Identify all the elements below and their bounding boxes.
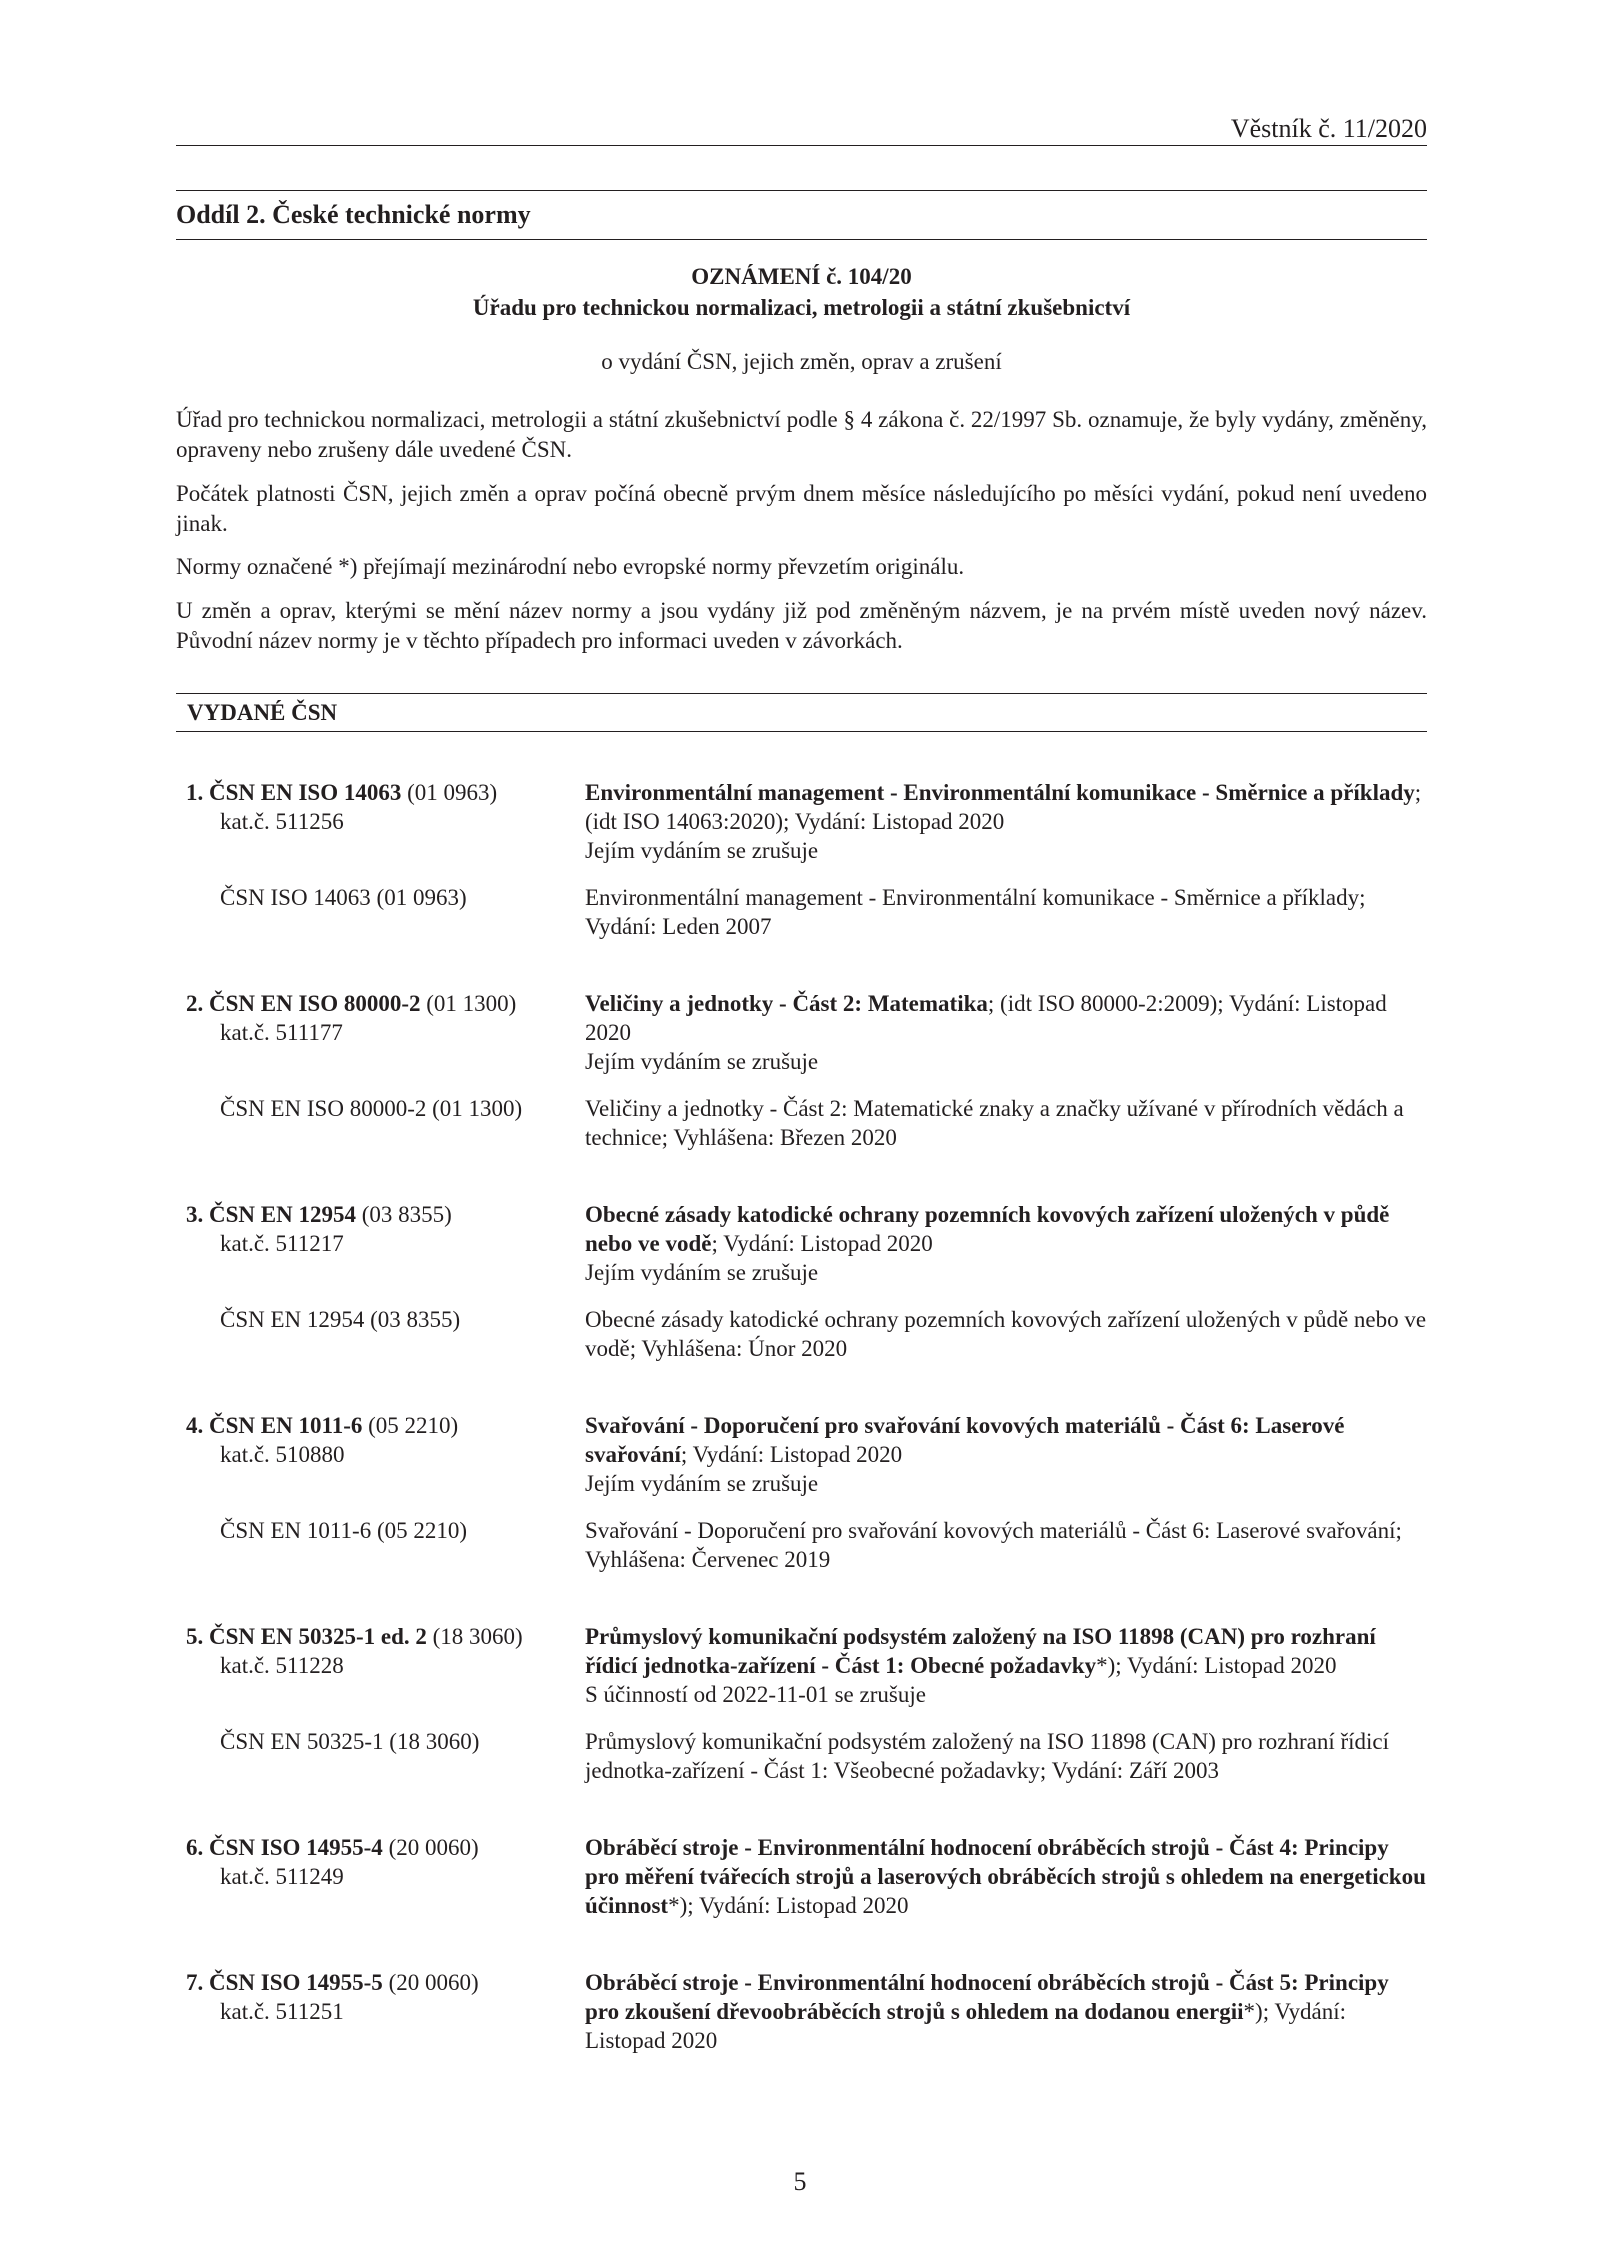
intro-paragraph: Úřad pro technickou normalizaci, metrologii a státní zkušebnictví podle § 4 zákona č. 22/1997 Sb. oznamuje, že byly vydány, změněny, opraveny nebo zrušeny dále uvedené ČSN.: [176, 407, 1427, 462]
withdrawn-standard-id: ČSN EN 50325-1 (18 3060): [220, 1729, 480, 1754]
catalog-number: kat.č. 511256: [220, 809, 344, 834]
standard-id: 1. ČSN EN ISO 14063: [186, 780, 402, 805]
section-bottom-rule: [176, 239, 1427, 240]
standard-entry: [176, 1968, 1427, 2055]
catalog-number: kat.č. 511249: [220, 1864, 344, 1889]
withdrawn-standard-id: ČSN EN ISO 80000-2 (01 1300): [220, 1096, 523, 1121]
announcement-number: OZNÁMENÍ č. 104/20: [691, 264, 912, 289]
withdrawn-standard-description: Obecné zásady katodické ochrany pozemních kovových zařízení uložených v půdě nebo ve vodě; Vyhlášena: Únor 2020: [585, 1307, 1427, 1361]
standard-entry: [176, 1833, 1427, 1920]
standard-details: *); Vydání: Listopad 2020: [1096, 1653, 1337, 1678]
standard-entry: [176, 989, 1427, 1152]
validity-paragraph: Počátek platnosti ČSN, jejich změn a oprav počíná obecně prvým dnem měsíce následujícího po měsíci vydání, pokud není uvedeno jinak.: [176, 481, 1427, 536]
standard-details: *); Vydání: Listopad 2020: [585, 1999, 1346, 2053]
standard-title: Průmyslový komunikační podsystém založený na ISO 11898 (CAN) pro rozhraní řídicí jednotka-zařízení - Část 1: Obecné požadavky: [585, 1624, 1376, 1678]
withdrawn-standard-description: Svařování - Doporučení pro svařování kovových materiálů - Část 6: Laserové svařování; Vyhlášena: Červenec 2019: [585, 1518, 1402, 1572]
announcement-issuer: Úřadu pro technickou normalizaci, metrologii a státní zkušebnictví: [472, 295, 1131, 320]
withdrawn-standard-description: Průmyslový komunikační podsystém založený na ISO 11898 (CAN) pro rozhraní řídicí jednotka-zařízení - Část 1: Všeobecné požadavky; Vydání: Září 2003: [585, 1729, 1390, 1783]
catalog-number: kat.č. 511251: [220, 1999, 344, 2024]
standard-details: ; (idt ISO 14063:2020); Vydání: Listopad 2020: [585, 780, 1422, 834]
section-top-rule: [176, 190, 1427, 191]
bulletin-header-title: Věstník č. 11/2020: [1230, 114, 1427, 143]
standard-title: Environmentální management - Environmentální komunikace - Směrnice a příklady: [585, 780, 1415, 805]
withdrawal-note: S účinností od 2022-11-01 se zrušuje: [585, 1682, 926, 1707]
standard-entry: [176, 1622, 1427, 1785]
section-title: Oddíl 2. České technické normy: [176, 200, 531, 229]
withdrawn-standard-id: ČSN EN 1011-6 (05 2210): [220, 1518, 468, 1543]
standard-details: *); Vydání: Listopad 2020: [668, 1893, 909, 1918]
list-top-rule: [176, 693, 1427, 694]
standard-details: ; Vydání: Listopad 2020: [711, 1231, 933, 1256]
catalog-number: kat.č. 511177: [220, 1020, 343, 1045]
standard-id: 6. ČSN ISO 14955-4: [186, 1835, 383, 1860]
withdrawn-standard-id: ČSN EN 12954 (03 8355): [220, 1307, 461, 1332]
standard-id: 2. ČSN EN ISO 80000-2: [186, 991, 421, 1016]
standard-class-code: (01 0963): [401, 780, 498, 805]
page-number: 5: [793, 2167, 807, 2196]
catalog-number: kat.č. 511228: [220, 1653, 344, 1678]
catalog-number: kat.č. 511217: [220, 1231, 344, 1256]
withdrawn-standard-id: ČSN ISO 14063 (01 0963): [220, 885, 467, 910]
catalog-number: kat.č. 510880: [220, 1442, 345, 1467]
standard-class-code: (18 3060): [426, 1624, 523, 1649]
standard-details: ; Vydání: Listopad 2020: [680, 1442, 903, 1467]
standard-class-code: (20 0060): [382, 1970, 479, 1995]
changes-paragraph: U změn a oprav, kterými se mění název normy a jsou vydány již pod změněným názvem, je na prvém místě uveden nový název. Původní název normy je v těchto případech pro informaci uveden v závorkách.: [176, 598, 1427, 653]
withdrawn-standard-description: Environmentální management - Environmentální komunikace - Směrnice a příklady; Vydání: Leden 2007: [585, 885, 1366, 939]
header-rule: [176, 145, 1427, 146]
standard-entry: [176, 1411, 1427, 1574]
withdrawal-note: Jejím vydáním se zrušuje: [585, 838, 819, 863]
standard-id: 5. ČSN EN 50325-1 ed. 2: [186, 1624, 427, 1649]
standard-id: 4. ČSN EN 1011-6: [186, 1413, 363, 1438]
list-bottom-rule: [176, 731, 1427, 732]
standard-class-code: (01 1300): [420, 991, 517, 1016]
withdrawal-note: Jejím vydáním se zrušuje: [585, 1471, 819, 1496]
withdrawal-note: Jejím vydáním se zrušuje: [585, 1049, 819, 1074]
standard-title: Svařování - Doporučení pro svařování kovových materiálů - Část 6: Laserové svařování: [585, 1413, 1345, 1467]
announcement-subject: o vydání ČSN, jejich změn, oprav a zrušení: [601, 349, 1002, 374]
standards-list: [176, 778, 1427, 2103]
standard-class-code: (20 0060): [382, 1835, 479, 1860]
standard-title: Obráběcí stroje - Environmentální hodnocení obráběcích strojů - Část 4: Principy pro měření tvářecích strojů a laserových obráběcích strojů s ohledem na energetickou účinnost: [585, 1835, 1426, 1918]
standard-title: Veličiny a jednotky - Část 2: Matematika: [585, 991, 988, 1016]
standard-entry: [176, 778, 1427, 941]
withdrawal-note: Jejím vydáním se zrušuje: [585, 1260, 819, 1285]
standard-title: Obráběcí stroje - Environmentální hodnocení obráběcích strojů - Část 5: Principy pro zkoušení dřevoobráběcích strojů s ohledem na dodanou energii: [585, 1970, 1389, 2024]
standard-details: ; (idt ISO 80000-2:2009); Vydání: Listopad 2020: [585, 991, 1387, 1045]
standard-class-code: (03 8355): [355, 1202, 452, 1227]
standard-class-code: (05 2210): [362, 1413, 459, 1438]
standard-id: 3. ČSN EN 12954: [186, 1202, 356, 1227]
standard-id: 7. ČSN ISO 14955-5: [186, 1970, 383, 1995]
standard-entry: [176, 1200, 1427, 1363]
withdrawn-standard-description: Veličiny a jednotky - Část 2: Matematické znaky a značky užívané v přírodních vědách a technice; Vyhlášena: Březen 2020: [585, 1096, 1404, 1150]
list-title: VYDANÉ ČSN: [187, 700, 338, 725]
originals-paragraph: Normy označené *) přejímají mezinárodní nebo evropské normy převzetím originálu.: [176, 554, 965, 579]
standard-title: Obecné zásady katodické ochrany pozemních kovových zařízení uložených v půdě nebo ve vodě: [585, 1202, 1390, 1256]
